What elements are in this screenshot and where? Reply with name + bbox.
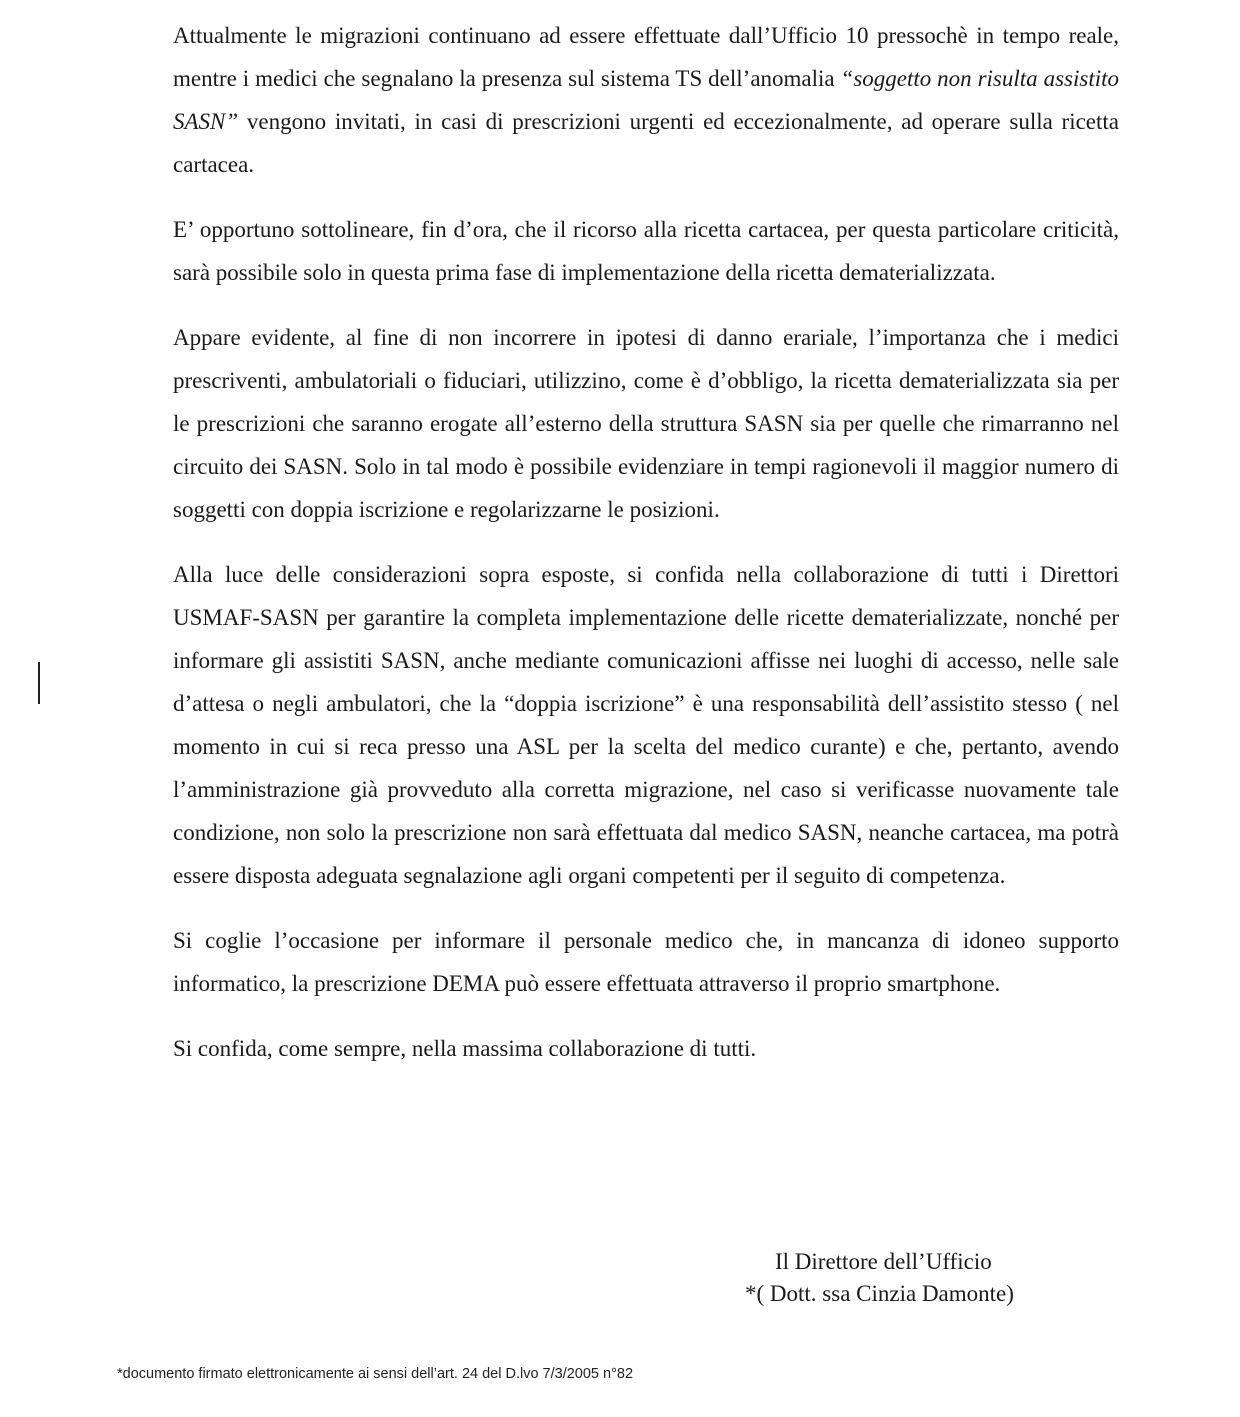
signature-name: *( Dott. ssa Cinzia Damonte) [745, 1281, 1014, 1306]
paragraph-smartphone: Si coglie l’occasione per informare il personale medico che, in mancanza di idoneo supporto informatico, la prescrizione DEMA può essere effettuata attraverso il proprio smartphone. [173, 928, 1119, 996]
paragraph-closing: Si confida, come sempre, nella massima collaborazione di tutti. [173, 1036, 757, 1061]
paragraph-collaborazione-direttori: Alla luce delle considerazioni sopra esposte, si confida nella collaborazione di tutti i Direttori USMAF-SASN per garantire la completa implementazione delle ricette dematerializzate, nonché per informare gli assistiti SASN, anche mediante comunicazioni affisse nei luoghi di accesso, nelle sale d’attesa o negli ambulatori, che la “doppia iscrizione” è una responsabilità dell’assistito stesso ( nel momento in cui si reca presso una ASL per la scelta del medico curante) e che, pertanto, avendo l’amministrazione già provveduto alla corretta migrazione, nel caso si verificasse nuovamente tale condizione, non solo la prescrizione non sarà effettuata dal medico SASN, neanche cartacea, ma potrà essere disposta adeguata segnalazione agli organi competenti per il seguito di competenza. [173, 562, 1119, 888]
margin-mark [38, 662, 40, 704]
signature-block [745, 1246, 1014, 1310]
paragraph-text: Attualmente le migrazioni continuano ad essere effettuate dall’Ufficio 10 pressochè in tempo reale, mentre i medici che segnalano la presenza sul sistema TS dell’anomalia [173, 23, 1119, 91]
italic-quote: “soggetto non risulta assistito SASN” [173, 66, 1119, 134]
signature-title: Il Direttore dell’Ufficio [775, 1249, 992, 1274]
letter-body [173, 14, 1119, 1092]
paragraph-text: vengono invitati, in casi di prescrizioni urgenti ed eccezionalmente, ad operare sulla ricetta cartacea. [173, 109, 1119, 177]
paragraph-migrazioni [173, 14, 1119, 186]
paragraph-ricetta-cartacea: E’ opportuno sottolineare, fin d’ora, che il ricorso alla ricetta cartacea, per questa particolare criticità, sarà possibile solo in questa prima fase di implementazione della ricetta dematerializzata. [173, 217, 1119, 285]
paragraph-ricetta-dematerializzata: Appare evidente, al fine di non incorrere in ipotesi di danno erariale, l’importanza che i medici prescriventi, ambulatoriali o fiduciari, utilizzino, come è d’obbligo, la ricetta dematerializzata sia per le prescrizioni che saranno erogate all’esterno della struttura SASN sia per quelle che rimarranno nel circuito dei SASN. Solo in tal modo è possibile evidenziare in tempi ragionevoli il maggior numero di soggetti con doppia iscrizione e regolarizzarne le posizioni. [173, 325, 1119, 522]
footnote: *documento firmato elettronicamente ai sensi dell’art. 24 del D.lvo 7/3/2005 n°82 [117, 1366, 634, 1382]
